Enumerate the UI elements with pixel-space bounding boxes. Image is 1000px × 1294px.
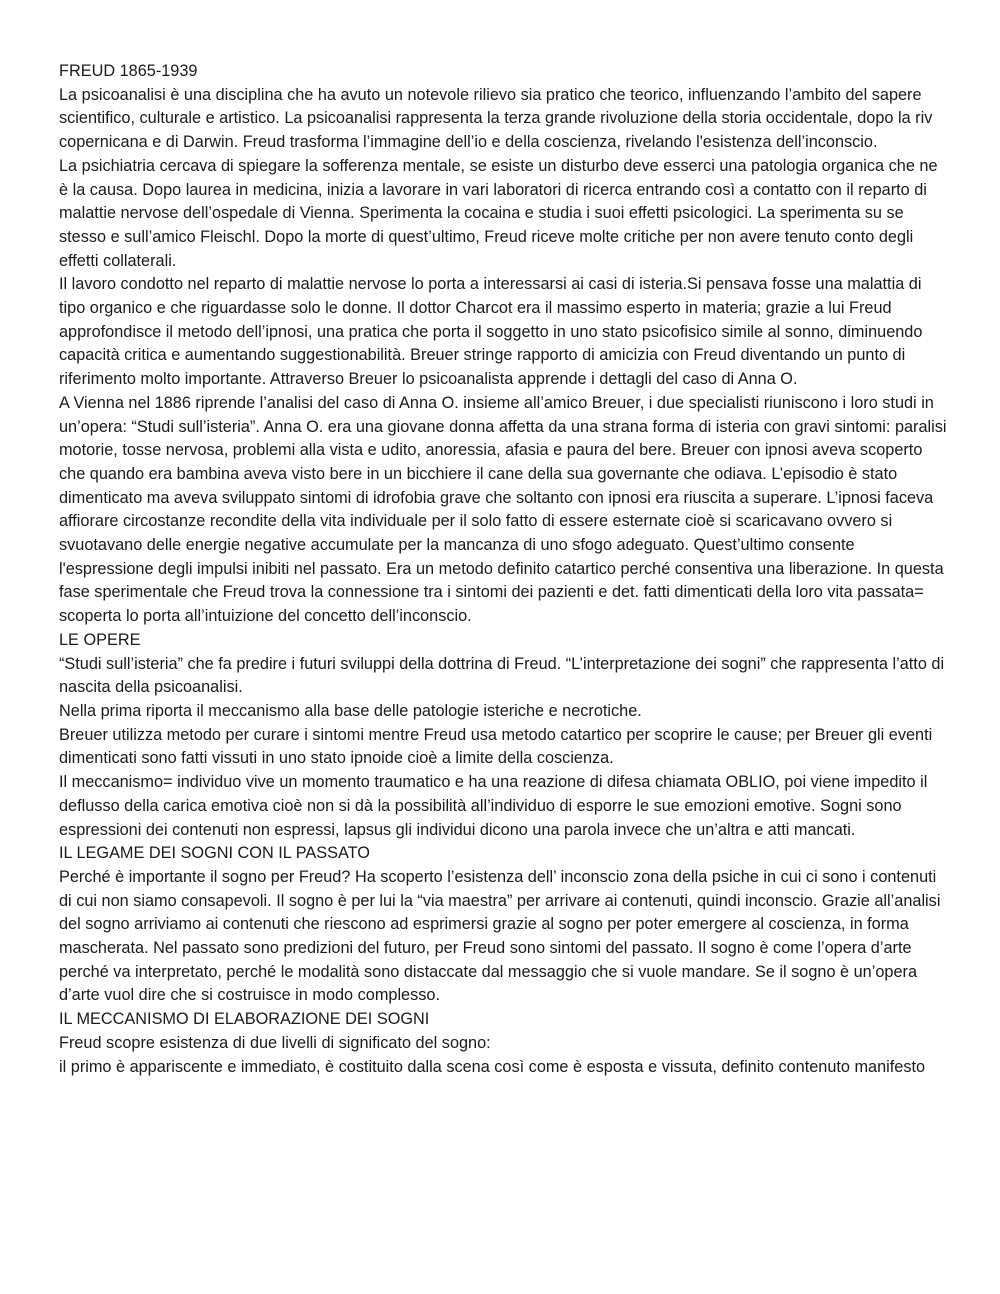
paragraph-meccanismo-1: Freud scopre esistenza di due livelli di significato del sogno: <box>59 1033 491 1052</box>
paragraph-opere-1: “Studi sull’isteria” che fa predire i futuri sviluppi della dottrina di Freud. “L’interpretazione dei sogni” che rappresenta l’atto di nascita della psicoanalisi. <box>59 654 945 697</box>
section-heading-legame: IL LEGAME DEI SOGNI CON IL PASSATO <box>59 844 370 863</box>
paragraph-opere-4: Il meccanismo= individuo vive un momento traumatico e ha una reazione di difesa chiamata OBLIO, poi viene impedito il deflusso della carica emotiva cioè non si dà la possibilità all’individuo di esporre le sue emozioni emotive. Sogni sono espressioni dei contenuti non espressi, lapsus gli individui dicono una parola invece che un’altra e atti mancati. <box>59 773 928 839</box>
section-heading-opere: LE OPERE <box>59 630 141 649</box>
paragraph-psichiatria: La psichiatria cercava di spiegare la sofferenza mentale, se esiste un disturbo deve esserci una patologia organica che ne è la causa. Dopo laurea in medicina, inizia a lavorare in vari laboratori di ricerca entrando così a contatto con il reparto di malattie nervose dell’ospedale di Vienna. Sperimenta la cocaina e studia i suoi effetti psicologici. La sperimenta su se stesso e sull’amico Fleischl. Dopo la morte di quest’ultimo, Freud riceve molte critiche per non avere tenuto conto degli effetti collaterali. <box>59 156 938 270</box>
paragraph-anna-o: A Vienna nel 1886 riprende l’analisi del caso di Anna O. insieme all’amico Breuer, i due specialisti riuniscono i loro studi in un’opera: “Studi sull’isteria”. Anna O. era una giovane donna affetta da una strana forma di isteria con gravi sintomi: paralisi motorie, tosse nervosa, problemi alla vista e udito, anoressia, afasia e paura del bere. Breuer con ipnosi aveva scoperto che quando era bambina aveva visto bere in un bicchiere il cane della sua governante che odiava. L’episodio è stato dimenticato ma aveva sviluppato sintomi di idrofobia grave che soltanto con ipnosi era riuscita a superare. L’ipnosi faceva affiorare circostanze recondite della vita individuale per il solo fatto di essere esternate cioè si scaricavano ovvero si svuotavano delle energie negative accumulate per la mancanza di uno sfogo adeguato. Quest’ultimo consente l'espressione degli impulsi inibiti nel passato. Era un metodo definito catartico perché consentiva una liberazione. In questa fase sperimentale che Freud trova la connessione tra i sintomi dei pazienti e det. fatti dimenticati della loro vita passata= scoperta lo porta all’intuizione del concetto dell’inconscio. <box>59 393 947 626</box>
section-heading-meccanismo: IL MECCANISMO DI ELABORAZIONE DEI SOGNI <box>59 1010 430 1029</box>
paragraph-intro: La psicoanalisi è una disciplina che ha avuto un notevole rilievo sia pratico che teorico, influenzando l’ambito del sapere scientifico, culturale e artistico. La psicoanalisi rappresenta la terza grande rivoluzione della storia occidentale, dopo la riv copernicana e di Darwin. Freud trasforma l’immagine dell’io e della coscienza, rivelando l'esistenza dell’inconscio. <box>59 85 933 152</box>
paragraph-legame: Perché è importante il sogno per Freud? Ha scoperto l’esistenza dell’ inconscio zona della psiche in cui ci sono i contenuti di cui non siamo consapevoli. Il sogno è per lui la “via maestra” per arrivare ai contenuti, quindi inconscio. Grazie all’analisi del sogno arriviamo ai contenuti che riescono ad esprimersi grazie al sogno per poter emergere al coscienza, in forma mascherata. Nel passato sono predizioni del futuro, per Freud sono sintomi del passato. Il sogno è come l’opera d’arte perché va interpretato, perché le modalità sono distaccate dal messaggio che si vuole mandare. Se il sogno è un’opera d’arte vuol dire che si costruisce in modo complesso. <box>59 867 941 1005</box>
paragraph-meccanismo-2: il primo è appariscente e immediato, è costituito dalla scena così come è esposta e vissuta, definito contenuto manifesto <box>59 1057 926 1076</box>
document-title: FREUD 1865-1939 <box>59 62 198 80</box>
paragraph-opere-2: Nella prima riporta il meccanismo alla base delle patologie isteriche e necrotiche. <box>59 701 642 720</box>
paragraph-opere-3: Breuer utilizza metodo per curare i sintomi mentre Freud usa metodo catartico per scoprire le cause; per Breuer gli eventi dimenticati sono fatti vissuti in uno stato ipnoide cioè a limite della coscienza. <box>59 725 933 768</box>
paragraph-isteria: Il lavoro condotto nel reparto di malattie nervose lo porta a interessarsi ai casi di isteria.Si pensava fosse una malattia di tipo organico e che riguardasse solo le donne. Il dottor Charcot era il massimo esperto in materia; grazie a lui Freud approfondisce il metodo dell’ipnosi, una pratica che porta il soggetto in uno stato psicofisico simile al sonno, diminuendo capacità critica e aumentando suggestionabilità. Breuer stringe rapporto di amicizia con Freud diventando un punto di riferimento molto importante. Attraverso Breuer lo psicoanalista apprende i dettagli del caso di Anna O. <box>59 275 923 389</box>
document-page <box>59 60 949 1079</box>
